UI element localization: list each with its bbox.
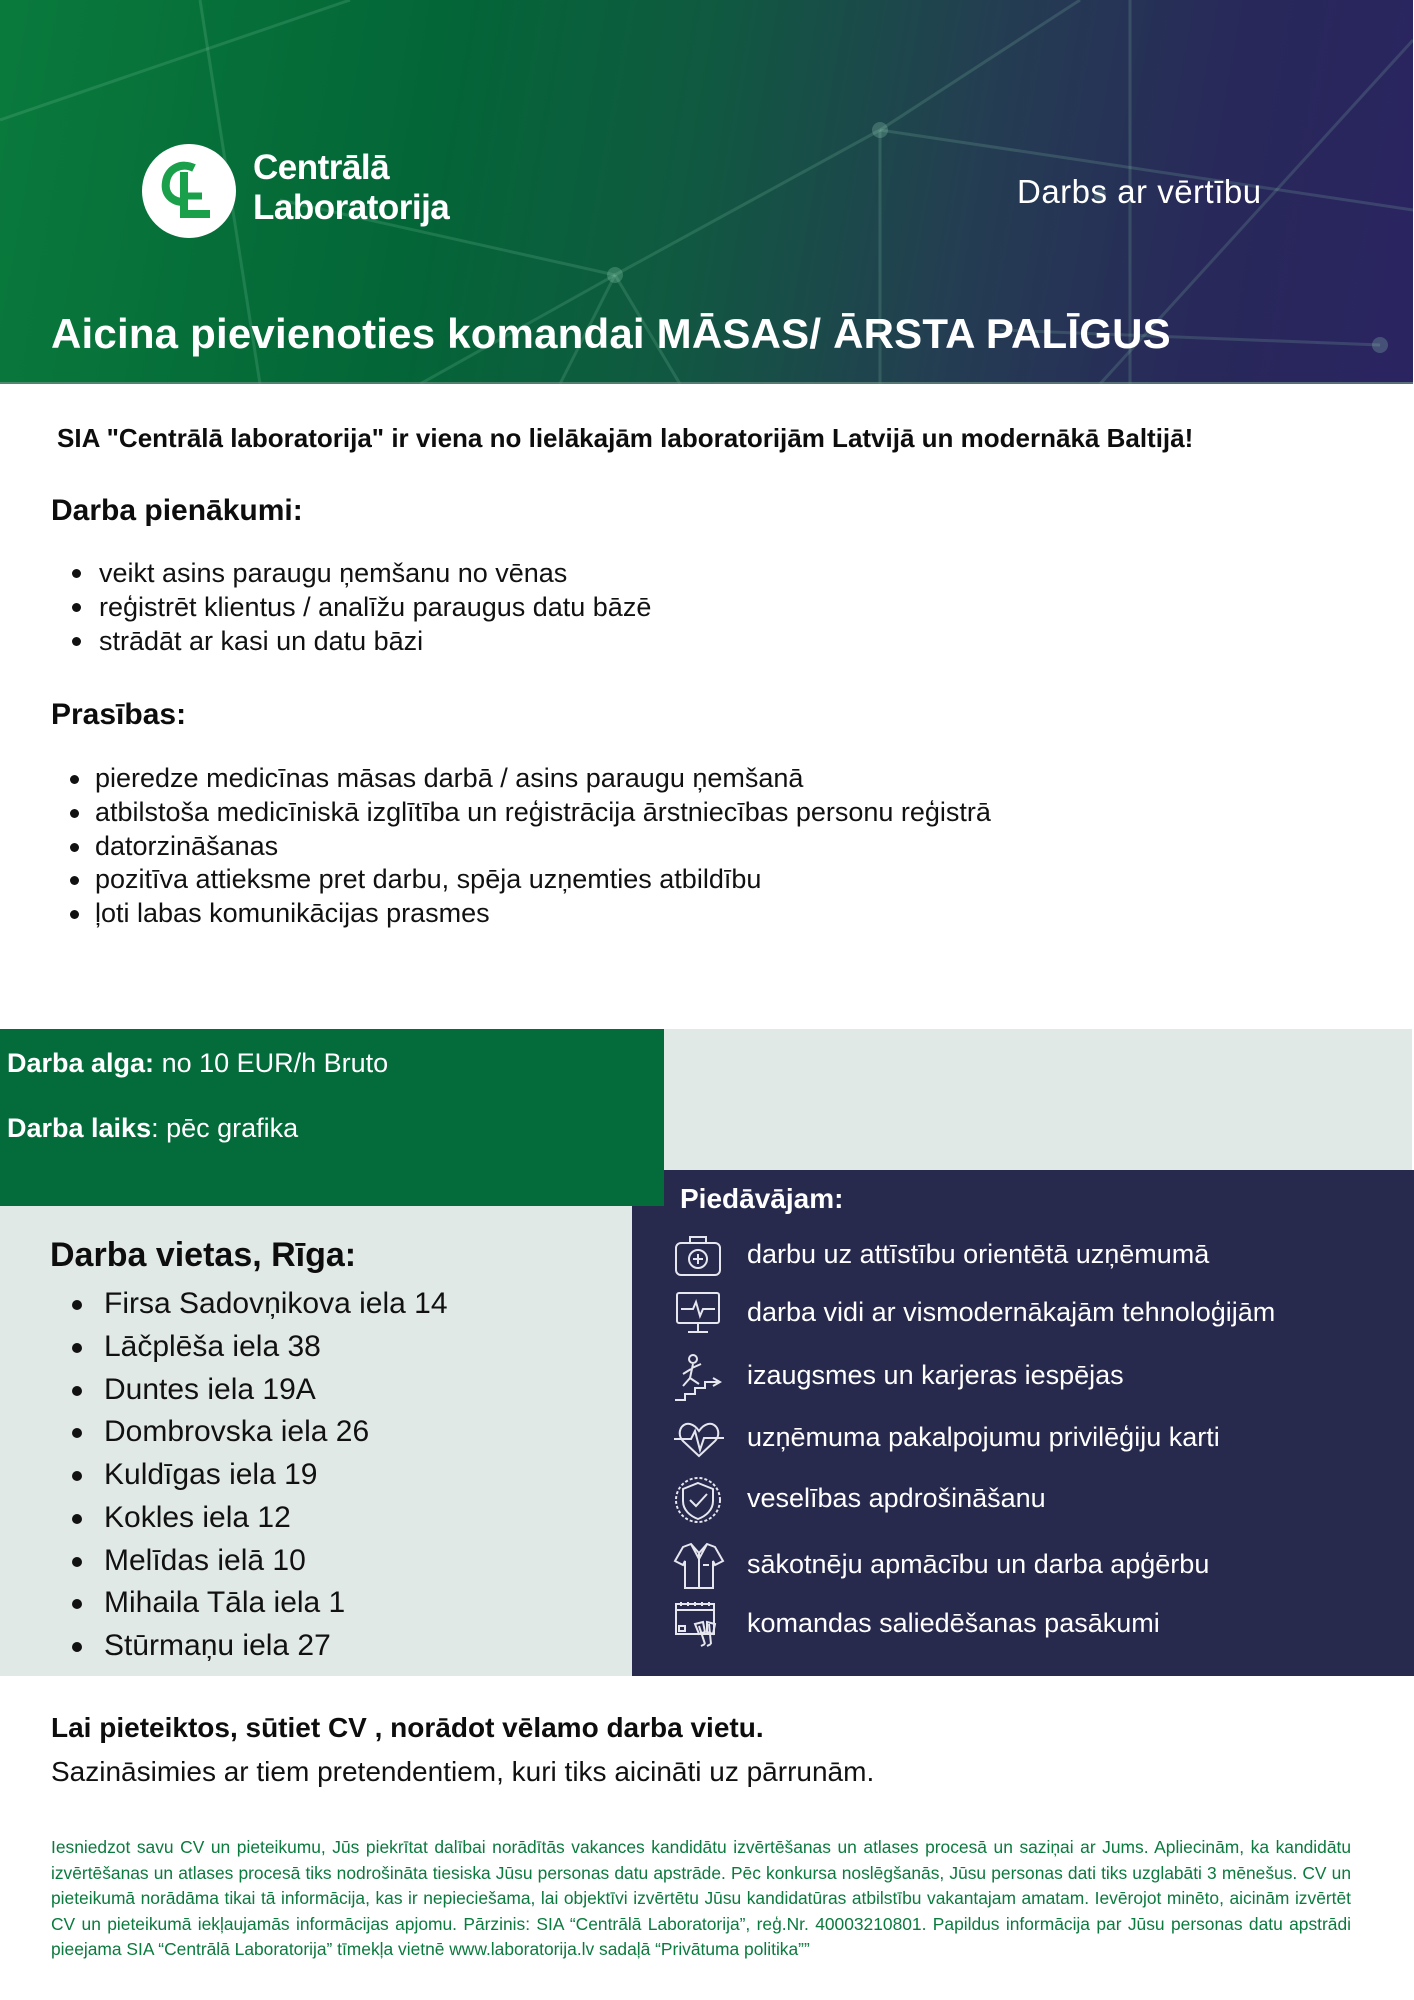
bullet-icon (72, 1599, 82, 1609)
salary-line (7, 1048, 388, 1079)
duty-text: strādāt ar kasi un datu bāzi (99, 626, 424, 656)
benefit-text: izaugsmes un karjeras iespējas (747, 1360, 1124, 1390)
location-item (70, 1283, 448, 1326)
requirement-text: ļoti labas komunikācijas prasmes (95, 898, 490, 929)
benefits-title: Piedāvājam: (680, 1183, 844, 1214)
salary-label: Darba alga: (7, 1048, 155, 1078)
benefit-text: darba vidi ar vismodernākajām tehnoloģijām (747, 1297, 1276, 1327)
bullet-icon (72, 1471, 82, 1481)
medical-briefcase-icon (673, 1231, 725, 1281)
requirement-text: atbilstoša medicīniskā izglītība un reģistrācija ārstniecības personu reģistrā (95, 796, 991, 827)
location-text: Kuldīgas iela 19 (104, 1458, 318, 1491)
duties-title: Darba pienākumi: (51, 494, 303, 527)
benefit-item (673, 1600, 1393, 1650)
benefit-item (673, 1414, 1393, 1464)
privacy-notice: Iesniedzot savu CV un pieteikumu, Jūs piekrītat dalībai norādītās vakances kandidātu izvērtēšanas un atlases procesā un saziņai ar Jums. Apliecinām, ka kandidātu izvērtēšanas un atlases procesā tiks nodrošināta tiesiska Jūsu personas datu apstrāde. Pēc konkursa noslēgšanās, Jūsu personas dati tiks uzglabāti 3 mēnešus. CV un pieteikumā norādāma tikai tā informācija, kas ir nepieciešama, lai objektīvi izvērtētu Jūsu kandidatūras atbilstību vakantajam amatam. Ievērojot minēto, aicinām izvērtēt CV un pieteikumā iekļaujamās informācijas apjomu. Pārzinis: SIA “Centrālā Laboratorija”, reģ.Nr. 40003210801. Papildus informācija par Jūsu personas datu apstrādi pieejama SIA “Centrālā Laboratorija” tīmekļa vietnē www.laboratorija.lv sadaļā “Privātuma politika”” (51, 1837, 1351, 1960)
logo-wordmark (253, 148, 449, 228)
requirement-text: datorzināšanas (95, 830, 279, 861)
tagline: Darbs ar vērtību (1017, 173, 1262, 210)
monitor-heartbeat-icon (673, 1289, 725, 1339)
benefit-text: sākotnēju apmācību un darba apģērbu (747, 1549, 1210, 1579)
benefit-item (673, 1352, 1393, 1402)
location-text: Lāčplēša iela 38 (104, 1329, 321, 1363)
location-text: Firsa Sadovņikova iela 14 (104, 1287, 448, 1320)
bullet-icon (72, 637, 81, 646)
location-item (70, 1454, 448, 1497)
bullet-icon (72, 1642, 82, 1652)
bullet-icon (72, 1343, 82, 1353)
location-item (70, 1369, 448, 1412)
bullet-icon (72, 1557, 82, 1567)
bullet-icon (72, 603, 81, 612)
location-item (70, 1326, 448, 1369)
location-text: Kokles iela 12 (104, 1500, 291, 1534)
benefit-item (673, 1231, 1393, 1281)
shield-check-icon (673, 1475, 725, 1525)
requirement-text: pozitīva attieksme pret darbu, spēja uzņemties atbildību (95, 864, 762, 895)
bullet-icon (70, 809, 79, 818)
location-text: Dombrovska iela 26 (104, 1415, 370, 1449)
requirements-title: Prasības: (51, 698, 187, 731)
location-item (70, 1411, 448, 1454)
bullet-icon (70, 876, 79, 885)
bullet-icon (72, 1428, 82, 1438)
duty-text: veikt asins paraugu ņemšanu no vēnas (99, 558, 568, 588)
hours-line (7, 1113, 298, 1144)
calendar-cheers-icon (673, 1600, 725, 1650)
logo-mark (142, 144, 236, 238)
requirement-item (70, 830, 991, 864)
header-banner (0, 0, 1413, 384)
hours-label: Darba laiks (7, 1113, 152, 1143)
bullet-icon (70, 775, 79, 784)
benefit-item (673, 1475, 1393, 1525)
hours-value: : pēc grafika (151, 1113, 299, 1143)
contact-note: Sazināsimies ar tiem pretendentiem, kuri tiks aicināti uz pārrunām. (51, 1756, 875, 1787)
requirement-item (70, 897, 991, 931)
apply-instruction: Lai pieteiktos, sūtiet CV , norādot vēlamo darba vietu. (51, 1712, 764, 1743)
location-item (70, 1540, 448, 1583)
requirement-item (70, 863, 991, 897)
bullet-icon (70, 843, 79, 852)
requirement-text: pieredze medicīnas māsas darbā / asins paraugu ņemšanā (95, 763, 804, 793)
company-intro: SIA "Centrālā laboratorija" ir viena no lielākajām laboratorijām Latvijā un modernākā Baltijā! (57, 423, 1194, 453)
benefit-item (673, 1289, 1393, 1339)
bullet-icon (70, 910, 79, 919)
locations-title: Darba vietas, Rīga: (50, 1236, 357, 1274)
location-text: Mihaila Tāla iela 1 (104, 1586, 346, 1620)
job-headline: Aicina pievienoties komandai MĀSAS/ ĀRSTA PALĪGUS (51, 310, 1171, 357)
bullet-icon (72, 1514, 82, 1524)
location-text: Duntes iela 19A (104, 1372, 316, 1406)
benefit-item (673, 1541, 1393, 1591)
logo-cl-icon (142, 144, 236, 238)
shirt-icon (673, 1541, 725, 1591)
location-text: Stūrmaņu iela 27 (104, 1629, 331, 1662)
location-item (70, 1497, 448, 1540)
bullet-icon (72, 1300, 82, 1310)
benefit-text: veselības apdrošināšanu (747, 1483, 1046, 1513)
location-item (70, 1582, 448, 1625)
benefit-text: darbu uz attīstību orientētā uzņēmumā (747, 1239, 1210, 1269)
logo-line-2: Laboratorija (253, 188, 450, 227)
benefit-text: uzņēmuma pakalpojumu privilēģiju karti (747, 1422, 1220, 1452)
bullet-icon (72, 569, 81, 578)
requirement-item (70, 762, 991, 796)
gray-band-right (664, 1029, 1412, 1170)
locations-list (70, 1283, 448, 1668)
salary-value: no 10 EUR/h Bruto (154, 1048, 389, 1078)
duty-item (72, 590, 651, 624)
bullet-icon (72, 1386, 82, 1396)
duty-text: reģistrēt klientus / analīžu paraugus datu bāzē (99, 592, 652, 622)
header-divider (0, 382, 1413, 384)
duties-list (72, 556, 651, 658)
requirement-item (70, 796, 991, 830)
location-text: Melīdas ielā 10 (104, 1543, 306, 1577)
duty-item (72, 556, 651, 590)
logo-line-1: Centrālā (253, 148, 390, 187)
career-stairs-icon (673, 1352, 725, 1402)
heart-pulse-icon (673, 1414, 725, 1464)
duty-item (72, 624, 651, 658)
benefit-text: komandas saliedēšanas pasākumi (747, 1608, 1160, 1638)
requirements-list (70, 762, 991, 931)
location-item (70, 1625, 448, 1668)
